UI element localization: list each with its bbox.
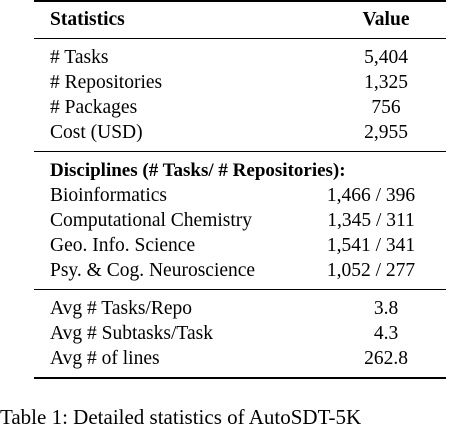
header-value: Value — [362, 9, 410, 30]
row-label: # Tasks — [50, 47, 109, 68]
row-value: 2,955 — [364, 122, 408, 143]
averages-section — [34, 290, 446, 377]
statistics-table — [34, 0, 446, 379]
row-value: 756 — [371, 97, 401, 118]
row-label: Geo. Info. Science — [50, 235, 196, 256]
row-value: 1,345 / 311 — [327, 210, 415, 231]
disciplines-title-row — [34, 158, 446, 183]
table-row — [34, 321, 446, 346]
table-header-row — [34, 2, 446, 38]
table-row — [34, 183, 446, 208]
row-value: 5,404 — [364, 47, 408, 68]
row-value: 3.8 — [373, 298, 399, 319]
table-row — [34, 120, 446, 145]
table-row — [34, 45, 446, 70]
table-row — [34, 70, 446, 95]
table-row — [34, 95, 446, 120]
row-value: 262.8 — [364, 348, 408, 369]
row-label: Computational Chemistry — [50, 210, 253, 231]
table-row — [34, 233, 446, 258]
row-value: 1,541 / 341 — [326, 235, 416, 256]
table-row — [34, 346, 446, 371]
disciplines-section — [34, 152, 446, 289]
table-row — [34, 296, 446, 321]
row-value: 1,052 / 277 — [326, 260, 416, 281]
header-statistics: Statistics — [50, 9, 125, 30]
row-label: Avg # Tasks/Repo — [50, 298, 192, 319]
row-label: # Packages — [50, 97, 138, 118]
disciplines-title: Disciplines (# Tasks/ # Repositories): — [50, 160, 346, 181]
table-row — [34, 208, 446, 233]
bottom-rule — [34, 377, 446, 379]
row-value: 1,325 — [364, 72, 408, 93]
row-label: Psy. & Cog. Neuroscience — [50, 260, 256, 281]
row-label: Bioinformatics — [50, 185, 167, 206]
row-label: Cost (USD) — [50, 122, 143, 143]
row-value: 4.3 — [373, 323, 399, 344]
row-value: 1,466 / 396 — [326, 185, 416, 206]
row-label: Avg # of lines — [50, 348, 160, 369]
table-caption: Table 1: Detailed statistics of AutoSDT-5K — [0, 405, 362, 429]
basic-stats-section — [34, 39, 446, 151]
row-label: Avg # Subtasks/Task — [50, 323, 213, 344]
table-row — [34, 258, 446, 283]
row-label: # Repositories — [50, 72, 163, 93]
